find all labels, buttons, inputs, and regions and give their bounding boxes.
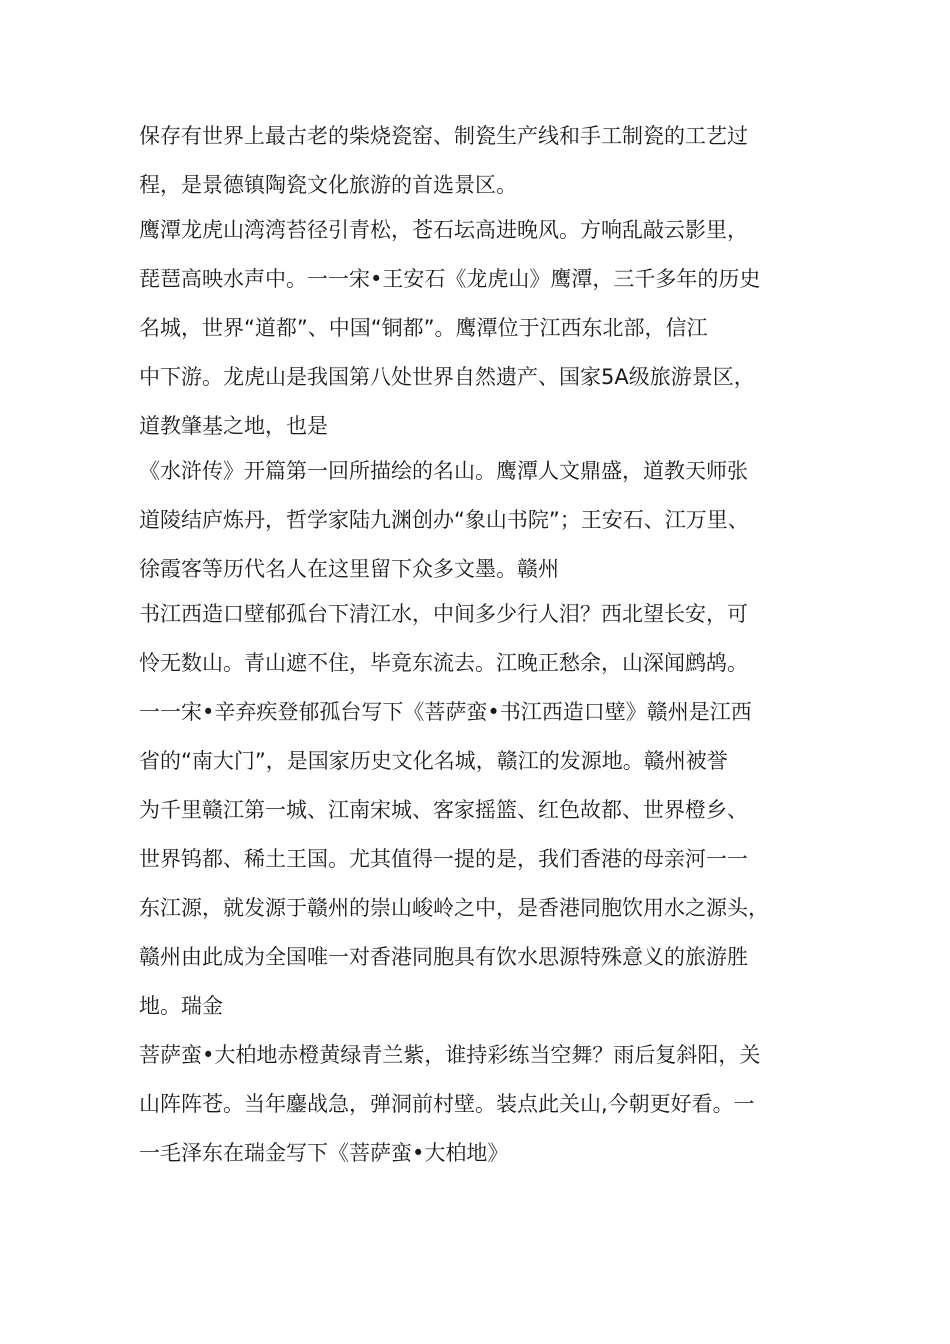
text-line: 鹰潭龙虎山湾湾苔径引青松，苍石坛高进晚风。方响乱敲云影里， bbox=[139, 218, 748, 242]
text-line: 道陵结庐炼丹，哲学家陆九渊创办“象山书院”；王安石、江万里、 bbox=[139, 508, 749, 532]
text-line: 《水浒传》开篇第一回所描绘的名山。鹰潭人文鼎盛，道教天师张 bbox=[139, 459, 748, 483]
text-line: 怜无数山。青山遮不住，毕竟东流去。江晚正愁余，山深闻鹧鸪。 bbox=[139, 651, 748, 675]
text-line: 世界钨都、稀土王国。尤其值得一提的是，我们香港的母亲河一一 bbox=[139, 847, 748, 871]
text-line: 道教肇基之地，也是 bbox=[139, 414, 328, 438]
text-line: 书江西造口壁郁孤台下清江水，中间多少行人泪？西北望长安，可 bbox=[139, 602, 748, 626]
text-line: 山阵阵苍。当年鏖战急，弹洞前村壁。装点此关山,今朝更好看。一 bbox=[139, 1092, 755, 1116]
text-line: 一毛泽东在瑞金写下《菩萨蛮•大柏地》 bbox=[139, 1141, 509, 1165]
text-line: 赣州由此成为全国唯一对香港同胞具有饮水思源特殊意义的旅游胜 bbox=[139, 945, 748, 969]
text-line: 程，是景德镇陶瓷文化旅游的首选景区。 bbox=[139, 173, 517, 197]
text-line: 一一宋•辛弃疾登郁孤台写下《菩萨蛮•书江西造口壁》赣州是江西 bbox=[139, 700, 752, 724]
text-line: 东江源，就发源于赣州的崇山峻岭之中，是香港同胞饮用水之源头， bbox=[139, 896, 769, 920]
text-line: 为千里赣江第一城、江南宋城、客家摇篮、红色故都、世界橙乡、 bbox=[139, 798, 748, 822]
text-line: 省的“南大门”，是国家历史文化名城，赣江的发源地。赣州被誉 bbox=[139, 749, 728, 773]
text-line: 中下游。龙虎山是我国第八处世界自然遗产、国家5A级旅游景区， bbox=[139, 365, 755, 389]
text-line: 地。瑞金 bbox=[139, 994, 223, 1018]
text-line: 菩萨蛮•大柏地赤橙黄绿青兰紫，谁持彩练当空舞？雨后复斜阳，关 bbox=[139, 1043, 761, 1067]
document-body bbox=[139, 116, 803, 1182]
text-line: 琵琶高映水声中。一一宋•王安石《龙虎山》鹰潭，三千多年的历史 bbox=[139, 267, 761, 291]
text-line: 徐霞客等历代名人在这里留下众多文墨。赣州 bbox=[139, 557, 559, 581]
text-line: 保存有世界上最古老的柴烧瓷窑、制瓷生产线和手工制瓷的工艺过 bbox=[139, 124, 748, 148]
text-line: 名城，世界“道都”、中国“铜都”。鹰潭位于江西东北部，信江 bbox=[139, 316, 708, 340]
